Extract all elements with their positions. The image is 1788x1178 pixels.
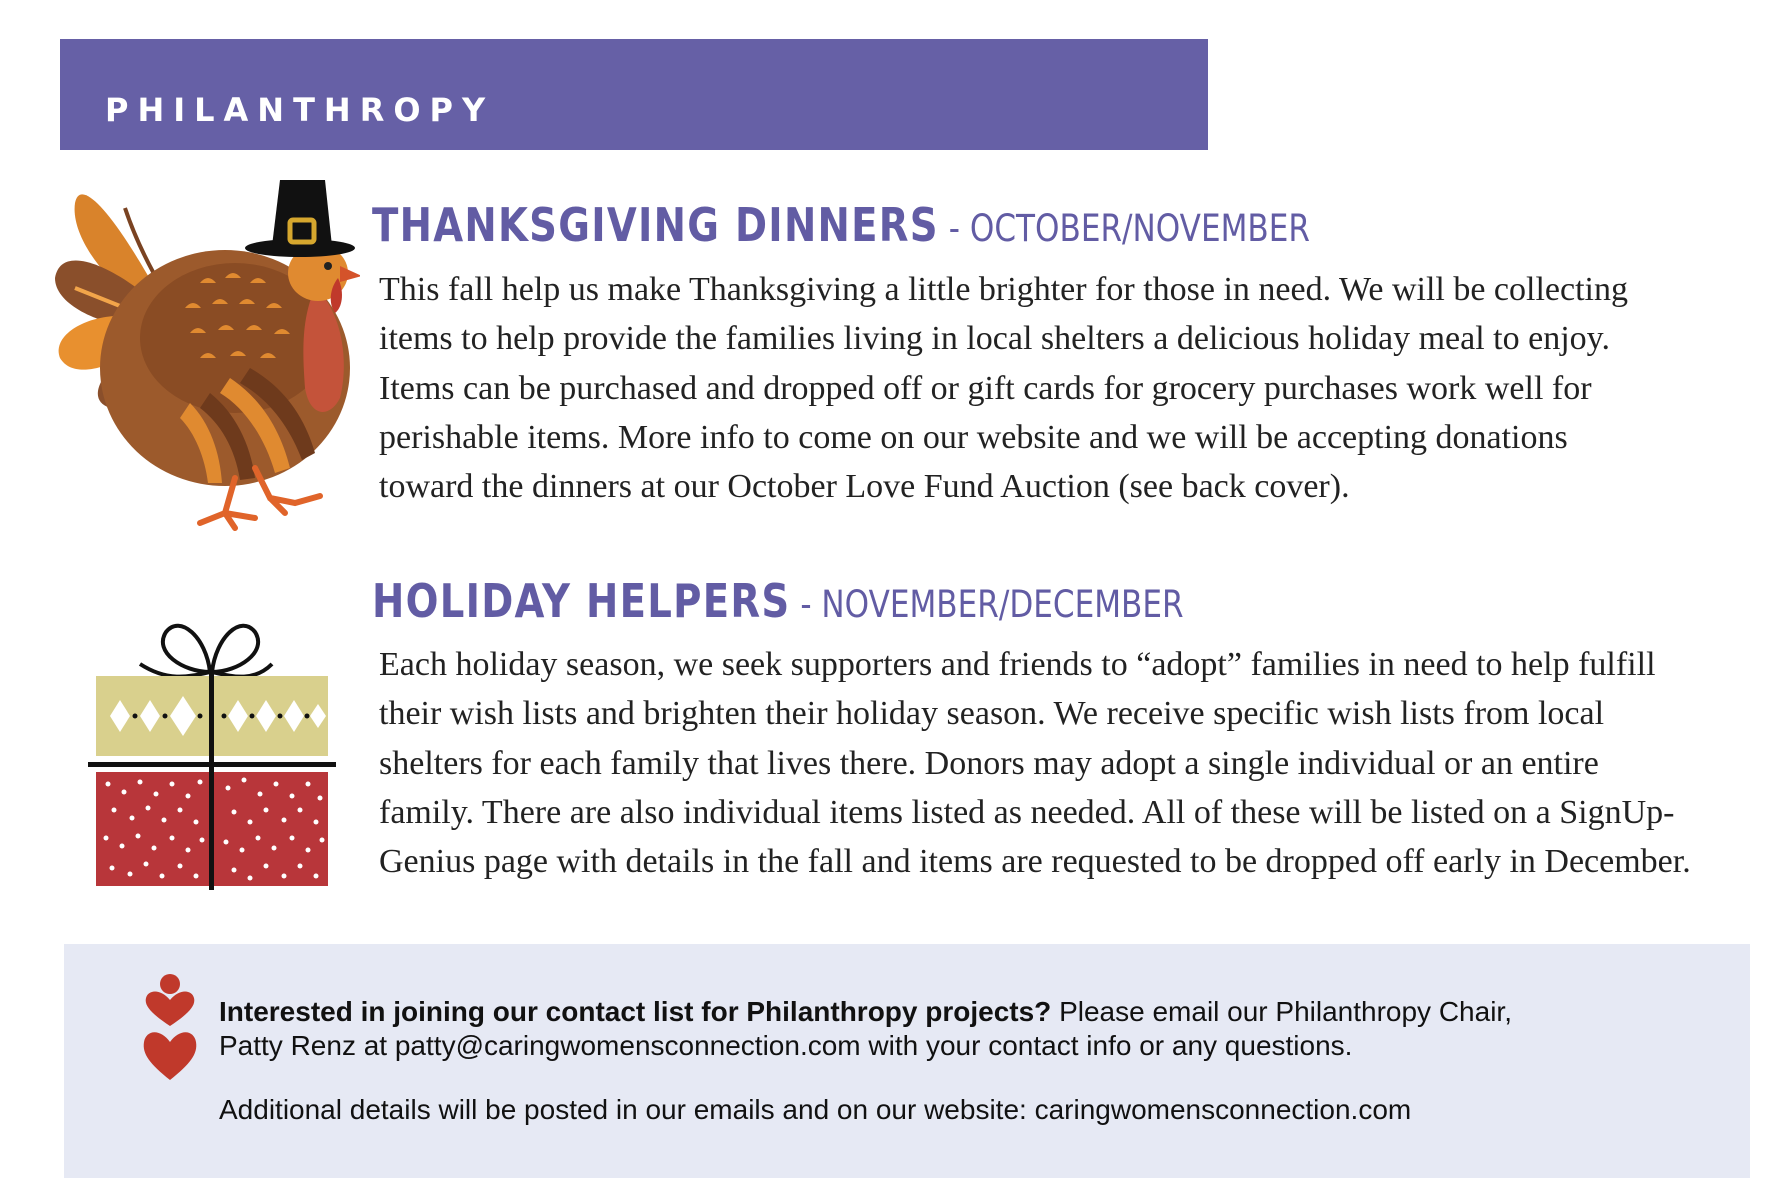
hearts-figure-icon xyxy=(142,974,198,1084)
body-line: items to help provide the families living in local shelters a delicious holiday meal to enjoy. xyxy=(379,320,1610,358)
thanksgiving-body xyxy=(379,265,1779,511)
body-line: This fall help us make Thanksgiving a little brighter for those in need. We will be collecting xyxy=(379,271,1628,308)
gift-box-icon xyxy=(88,612,338,892)
thanksgiving-heading: THANKSGIVING DINNERS xyxy=(372,198,939,252)
body-line: Genius page with details in the fall and items are requested to be dropped off early in December. xyxy=(379,843,1691,881)
contact-line-1-rest: Please email our Philanthropy Chair, xyxy=(1051,996,1512,1027)
holiday-heading: HOLIDAY HELPERS xyxy=(372,574,791,628)
body-line: perishable items. More info to come on our website and we will be accepting donations xyxy=(379,418,1568,456)
body-line: their wish lists and brighten their holiday season. We receive specific wish lists from local xyxy=(379,695,1605,733)
body-line: Each holiday season, we seek supporters and friends to “adopt” families in need to help fulfill xyxy=(379,646,1656,683)
holiday-dates: - NOVEMBER/DECEMBER xyxy=(790,583,1184,626)
section-banner xyxy=(60,39,1208,150)
banner-title: PHILANTHROPY xyxy=(105,91,495,129)
contact-lead: Interested in joining our contact list for Philanthropy projects? xyxy=(219,996,1052,1027)
body-line: shelters for each family that lives there. Donors may adopt a single individual or an entire xyxy=(379,744,1599,782)
holiday-title xyxy=(372,574,1184,628)
body-line: Items can be purchased and dropped off or gift cards for grocery purchases work well for xyxy=(379,369,1592,407)
contact-line-1 xyxy=(219,995,1512,1029)
contact-line-2: Patty Renz at patty@caringwomensconnection.com with your contact info or any questions. xyxy=(219,1030,1353,1061)
body-line: family. There are also individual items listed as needed. All of these will be listed on a SignUp- xyxy=(379,793,1675,831)
thanksgiving-title xyxy=(372,198,1310,252)
body-line: toward the dinners at our October Love Fund Auction (see back cover). xyxy=(379,468,1350,506)
thanksgiving-dates: - OCTOBER/NOVEMBER xyxy=(938,207,1310,250)
contact-line-3: Additional details will be posted in our emails and on our website: caringwomensconnection.com xyxy=(219,1094,1412,1125)
turkey-icon xyxy=(40,168,360,538)
holiday-body xyxy=(379,640,1779,886)
